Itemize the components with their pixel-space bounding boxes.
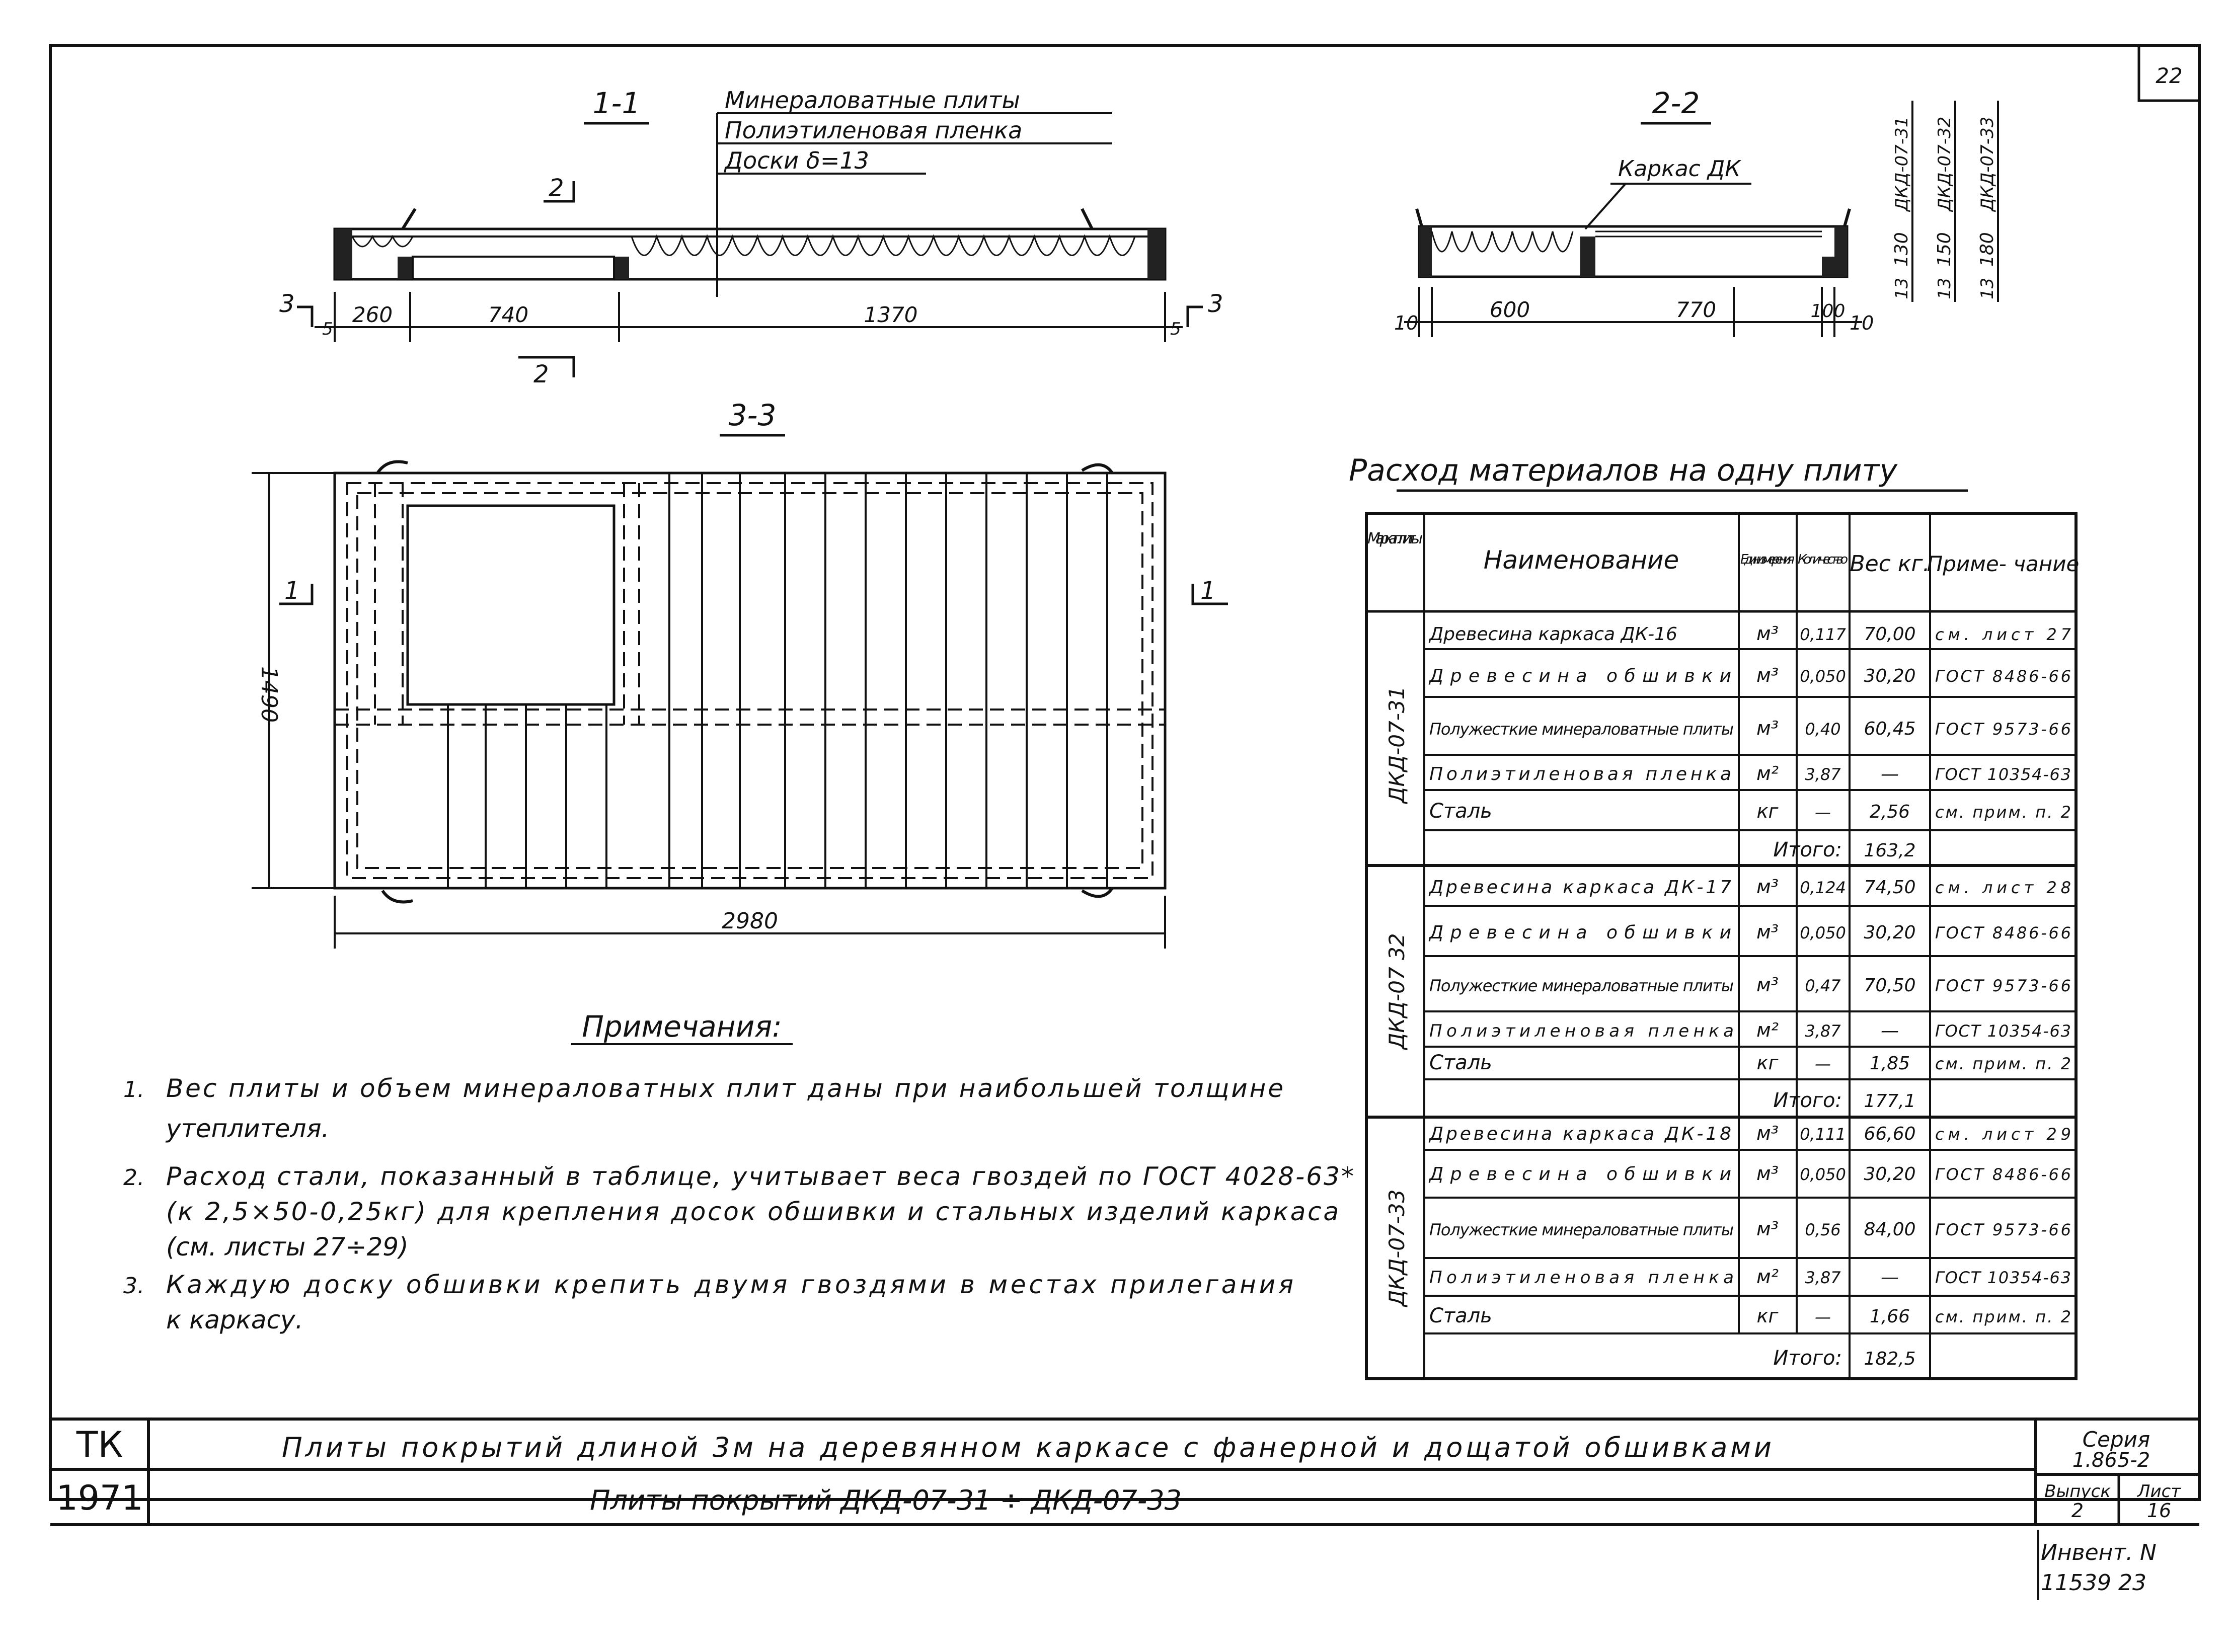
issue-label: Выпуск: [2044, 1481, 2111, 1502]
dim-770: 770: [1675, 297, 1717, 322]
height-130: 130: [1891, 232, 1912, 267]
dim-5-left: 5: [322, 319, 333, 339]
row-weight: 70,00: [1864, 624, 1916, 645]
row-note: ГОСТ 10354-63: [1935, 765, 2071, 784]
total-value: 163,2: [1864, 840, 1916, 861]
section-3-3-title: 3-3: [728, 398, 777, 432]
row-qty: —: [1815, 1054, 1831, 1073]
row-weight: 1,85: [1869, 1053, 1910, 1074]
row-name: Полужесткие минераловатные плиты: [1429, 1220, 1734, 1239]
row-name: Древесина каркаса ДК-18: [1429, 1124, 1731, 1144]
row-name: Древесина каркаса ДК-17: [1429, 877, 1731, 898]
row-unit: м³: [1756, 1122, 1779, 1144]
title-sub: Плиты покрытий ДКД-07-31 ÷ ДКД-07-33: [590, 1484, 1182, 1516]
row-unit: кг: [1756, 800, 1779, 822]
row-qty: 0,124: [1800, 878, 1846, 897]
row-qty: 0,111: [1800, 1125, 1846, 1144]
dim-1370: 1370: [864, 302, 918, 327]
row-weight: 1,66: [1869, 1306, 1910, 1327]
group-mark-3: ДКД-07-33: [1385, 1189, 1409, 1307]
dim-2-10-right: 10: [1850, 312, 1874, 334]
row-weight: —: [1881, 1020, 1899, 1041]
table-row: [1428, 622, 2071, 645]
row-name: Полиэтиленовая пленка: [1429, 764, 1731, 784]
note-1-line-2: утеплителя.: [166, 1114, 330, 1143]
row-weight: —: [1881, 1267, 1899, 1288]
row-weight: 2,56: [1869, 802, 1910, 822]
dim-2-10-left: 10: [1394, 312, 1419, 334]
cut-mark-1-left: 1: [284, 577, 300, 605]
row-unit: м³: [1756, 664, 1779, 686]
row-weight: 30,20: [1864, 922, 1916, 943]
cut-mark-3-right: 3: [1208, 290, 1223, 318]
total-label: Итого:: [1773, 1347, 1842, 1370]
row-note: см. лист 27: [1935, 625, 2071, 644]
row-qty: 0,050: [1800, 667, 1846, 686]
row-note: см. прим. п. 2: [1935, 1307, 2071, 1326]
table-title: Расход материалов на одну плиту: [1348, 453, 1898, 488]
mark-dkd-07-31: ДКД-07-31: [1892, 116, 1912, 211]
row-qty: 0,40: [1805, 720, 1841, 739]
row-name: Сталь: [1429, 800, 1492, 823]
group-2-rows: [1428, 876, 2071, 1112]
total-value: 177,1: [1864, 1091, 1916, 1112]
layer-label-polyethylene: Полиэтиленовая пленка: [725, 117, 1023, 144]
header-name: Наименование: [1483, 545, 1679, 575]
group-1-rows: [1428, 622, 2071, 861]
row-note: см. лист 28: [1935, 878, 2071, 897]
group-mark-2: ДКД-07 32: [1385, 933, 1409, 1050]
cut-mark-2-top: 2: [549, 174, 564, 202]
row-unit: м³: [1756, 876, 1779, 898]
inventory-label: Инвент. N: [2041, 1540, 2157, 1565]
table-row: [1429, 762, 2071, 784]
total-label: Итого:: [1773, 838, 1842, 861]
row-weight: —: [1881, 764, 1899, 784]
note-1-num: 1.: [123, 1077, 144, 1103]
row-name: Древесина обшивки: [1429, 666, 1731, 686]
issue-value: 2: [2071, 1500, 2084, 1522]
plan-outline: [335, 473, 1165, 888]
height-180: 180: [1977, 232, 1997, 267]
table-row: [1429, 1051, 2071, 1074]
note-2-line-3: (см. листы 27÷29): [166, 1232, 409, 1262]
note-3-num: 3.: [123, 1273, 144, 1299]
row-unit: м²: [1756, 762, 1779, 784]
year: 1971: [56, 1478, 143, 1518]
row-weight: 84,00: [1864, 1219, 1916, 1240]
table-row: [1428, 1162, 2071, 1185]
dim-100: 100: [1810, 301, 1846, 322]
row-qty: 0,050: [1800, 923, 1846, 942]
dim-740: 740: [488, 302, 529, 327]
table-row: [1429, 1019, 2071, 1041]
row-unit: м³: [1756, 1218, 1779, 1240]
row-weight: 74,50: [1864, 877, 1916, 898]
table-row: [1428, 664, 2071, 686]
mark-dkd-07-32: ДКД-07-32: [1935, 116, 1955, 211]
layer-label-mineral-wool: Минераловатные плиты: [725, 87, 1020, 114]
row-weight: 60,45: [1864, 719, 1916, 739]
table-row: [1428, 921, 2071, 943]
title-block: [50, 1419, 2199, 1600]
inventory-value: 11539 23: [2041, 1570, 2146, 1596]
row-note: ГОСТ 10354-63: [1935, 1021, 2071, 1041]
row-note: ГОСТ 8486-66: [1935, 1165, 2071, 1184]
row-weight: 30,20: [1864, 666, 1916, 686]
series-value: 1.865-2: [2072, 1449, 2150, 1472]
row-weight: 30,20: [1864, 1164, 1916, 1185]
row-name: Полужесткие минераловатные плиты: [1429, 976, 1734, 995]
height-150: 150: [1934, 232, 1955, 267]
section-1-1: [279, 86, 1223, 388]
title-main: Плиты покрытий длиной 3м на деревянном каркасе с фанерной и дощатой обшивками: [282, 1432, 1772, 1463]
header-unit: Един. изме- рения: [1740, 552, 1795, 567]
row-note: ГОСТ 9573-66: [1935, 720, 2071, 739]
row-name: Древесина обшивки: [1429, 1164, 1731, 1185]
section-3-3: [252, 398, 1228, 949]
row-name: Сталь: [1429, 1051, 1492, 1074]
header-qty: Коли- чест- во: [1798, 552, 1848, 567]
thickness-13-c: 13: [1977, 277, 1997, 299]
header-mark: Марка плиты: [1367, 530, 1423, 547]
row-unit: м³: [1756, 717, 1779, 739]
table-row: [1428, 1122, 2071, 1144]
row-qty: 3,87: [1805, 1268, 1841, 1287]
row-qty: —: [1815, 803, 1831, 822]
row-qty: 3,87: [1805, 1021, 1841, 1041]
table-row: [1428, 876, 2071, 898]
note-2-line-1: Расход стали, показанный в таблице, учитывает веса гвоздей по ГОСТ 4028-63*: [166, 1162, 1354, 1191]
note-3-line-1: Каждую доску обшивки крепить двумя гвоздями в местах прилегания: [166, 1270, 1293, 1299]
row-name: Полиэтиленовая пленка: [1429, 1268, 1734, 1288]
mark-dkd-07-33: ДКД-07-33: [1977, 116, 1997, 211]
header-note: Приме- чание: [1927, 552, 2080, 576]
table-row: [1429, 1266, 2071, 1288]
row-name: Полужесткие минераловатные плиты: [1429, 720, 1734, 739]
note-1-line-1: Вес плиты и объем минераловатных плит даны при наибольшей толщине: [166, 1074, 1283, 1103]
note-3-line-2: к каркасу.: [166, 1305, 303, 1334]
row-qty: 0,47: [1805, 976, 1841, 995]
row-qty: —: [1815, 1307, 1831, 1326]
total-value: 182,5: [1864, 1349, 1916, 1369]
row-unit: м²: [1756, 1019, 1779, 1041]
row-note: ГОСТ 10354-63: [1935, 1268, 2071, 1287]
dim-260: 260: [352, 302, 393, 327]
materials-table: [1349, 453, 2079, 1379]
notes-title: Примечания:: [582, 1009, 782, 1044]
table-row: [1429, 1304, 2071, 1327]
note-2-num: 2.: [123, 1165, 144, 1191]
header-weight: Вес кг.: [1850, 551, 1930, 577]
sheet-label: Лист: [2137, 1481, 2181, 1502]
table-row: [1429, 1218, 2071, 1240]
section-2-2-title: 2-2: [1652, 86, 1700, 120]
table-row: [1429, 800, 2071, 823]
row-unit: м³: [1756, 921, 1779, 943]
table-row: [1429, 717, 2071, 739]
row-note: ГОСТ 9573-66: [1935, 976, 2071, 995]
series-label: Серия: [2082, 1427, 2150, 1452]
row-unit: кг: [1756, 1305, 1779, 1327]
row-qty: 0,050: [1800, 1165, 1846, 1184]
row-name: Сталь: [1429, 1304, 1492, 1327]
row-unit: м³: [1756, 1162, 1779, 1185]
row-qty: 3,87: [1805, 765, 1841, 784]
note-2-line-2: (к 2,5×50-0,25кг) для крепления досок обшивки и стальных изделий каркаса: [166, 1197, 1339, 1226]
section-1-1-title: 1-1: [592, 86, 641, 120]
table-row: [1429, 974, 2071, 996]
row-weight: 70,50: [1864, 975, 1916, 996]
org-code: ТК: [76, 1424, 123, 1465]
row-name: Полиэтиленовая пленка: [1429, 1021, 1734, 1041]
layer-label-boards: Доски δ=13: [725, 147, 869, 174]
cut-mark-1-right: 1: [1200, 577, 1216, 605]
dim-5-right: 5: [1170, 319, 1181, 339]
row-note: ГОСТ 8486-66: [1935, 923, 2071, 942]
group-mark-1: ДКД-07-31: [1385, 686, 1409, 804]
row-note: см. прим. п. 2: [1935, 803, 2071, 822]
sheet-value: 16: [2146, 1500, 2172, 1522]
row-note: см. лист 29: [1935, 1125, 2071, 1144]
thickness-13-b: 13: [1935, 277, 1955, 299]
frame-label: Каркас ДК: [1618, 156, 1741, 182]
dim-2980: 2980: [722, 908, 778, 934]
row-unit: м³: [1756, 974, 1779, 996]
cut-mark-3-left: 3: [279, 290, 295, 318]
row-qty: 0,117: [1800, 625, 1846, 644]
section-2-2: [1394, 86, 1998, 337]
notes: [123, 1009, 1354, 1334]
row-name: Древесина обшивки: [1429, 922, 1731, 943]
dim-600: 600: [1489, 297, 1530, 322]
row-note: ГОСТ 8486-66: [1935, 667, 2071, 686]
thickness-13-a: 13: [1892, 277, 1912, 299]
total-label: Итого:: [1773, 1089, 1842, 1112]
row-name: Древесина каркаса ДК-16: [1429, 624, 1677, 645]
row-note: ГОСТ 9573-66: [1935, 1220, 2071, 1239]
plan-opening: [408, 506, 614, 704]
sheet-number: 22: [2156, 63, 2183, 88]
row-unit: кг: [1756, 1052, 1779, 1074]
cut-mark-2-bottom: 2: [533, 360, 549, 388]
row-unit: м²: [1756, 1266, 1779, 1288]
dim-1490: 1490: [256, 666, 282, 723]
row-weight: 66,60: [1864, 1124, 1916, 1144]
row-unit: м³: [1756, 622, 1779, 645]
row-qty: 0,56: [1805, 1220, 1841, 1239]
row-note: см. прим. п. 2: [1935, 1054, 2071, 1073]
